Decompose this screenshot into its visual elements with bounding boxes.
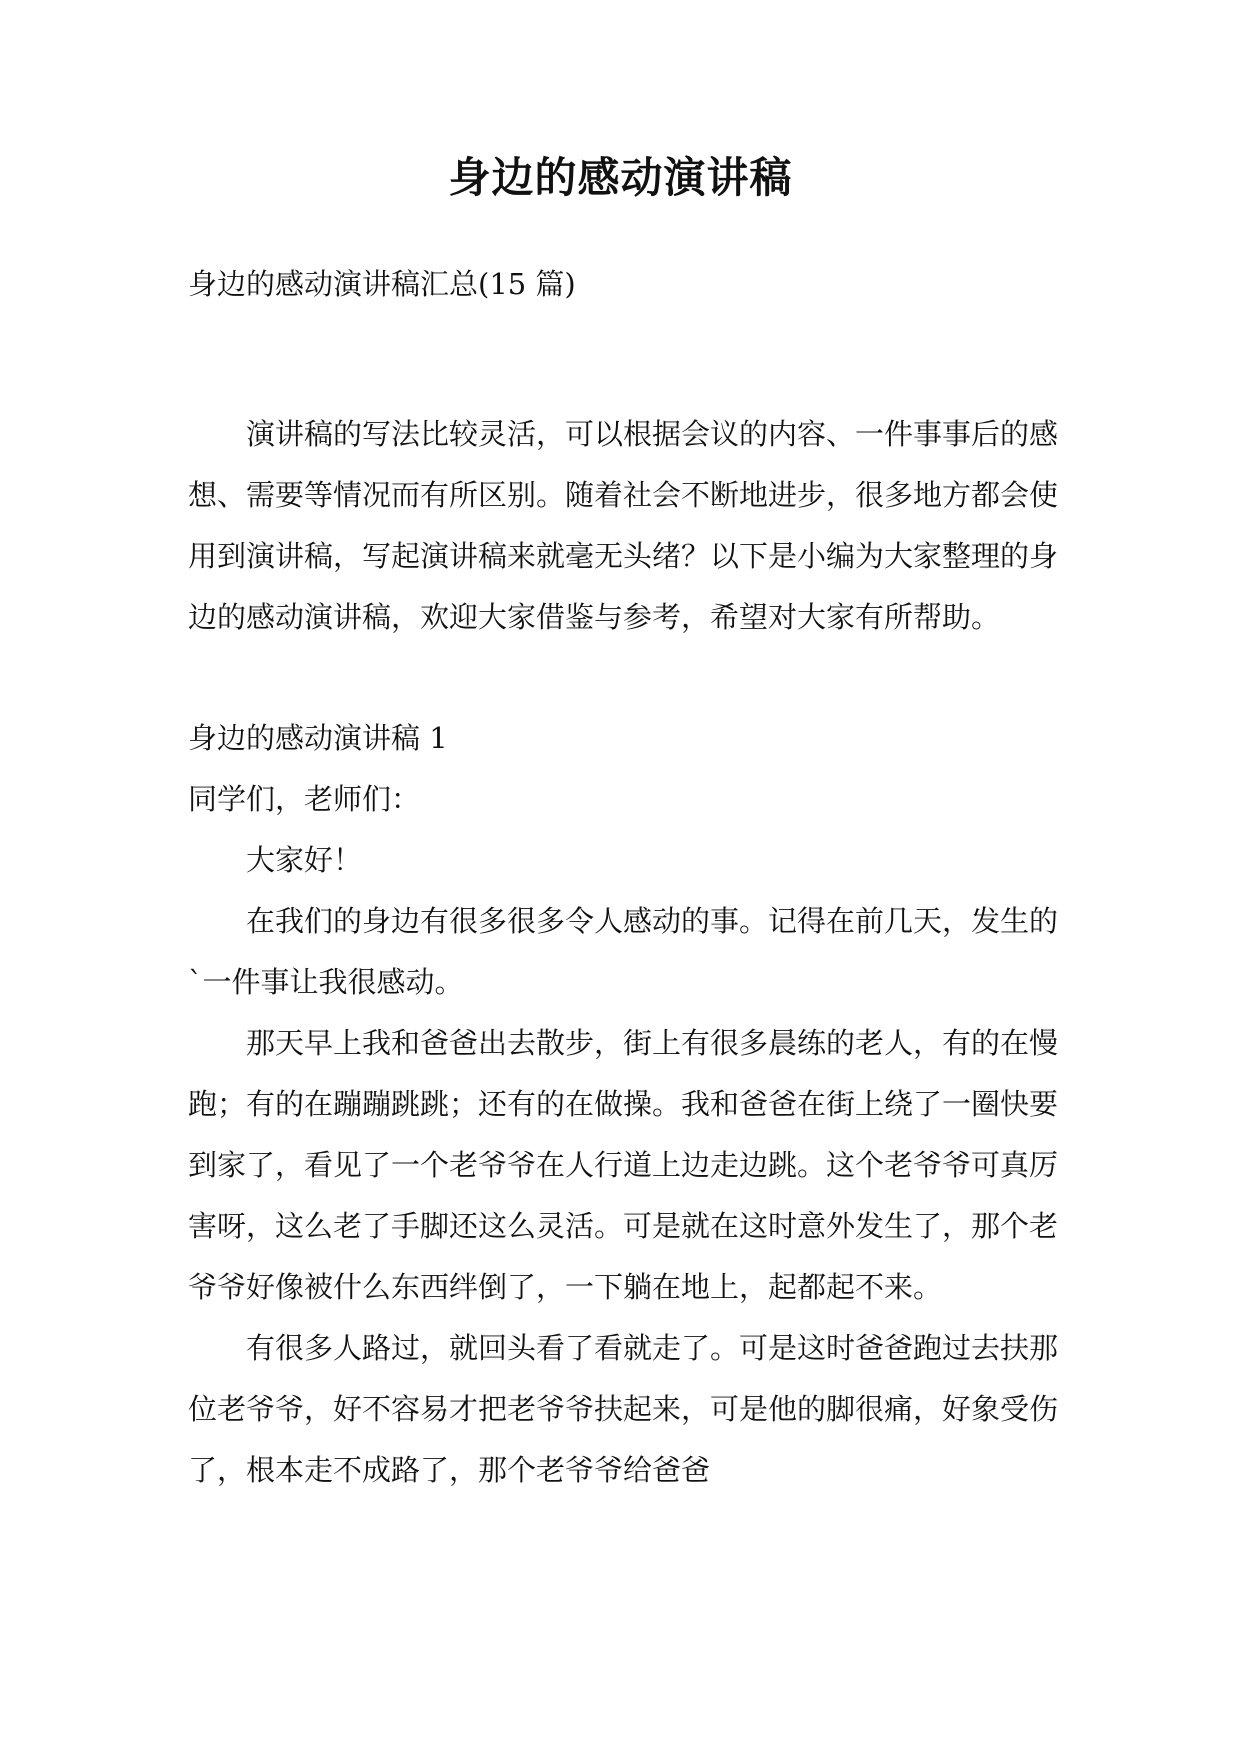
section-heading: 身边的感动演讲稿 1 (188, 721, 448, 755)
body-paragraph: 在我们的身边有很多很多令人感动的事。记得在前几天，发生的`一件事让我很感动。 (188, 904, 1059, 999)
body-paragraph: 有很多人路过，就回头看了看就走了。可是这时爸爸跑过去扶那位老爷爷，好不容易才把老爷爷扶起来，可是他的脚很痛，好象受伤了，根本走不成路了，那个老爷爷给爸爸 (188, 1331, 1059, 1487)
document-title: 身边的感动演讲稿 (448, 153, 793, 202)
document-subtitle: 身边的感动演讲稿汇总(15 篇) (188, 267, 576, 301)
document-body (188, 404, 1058, 1501)
body-paragraph: 那天早上我和爸爸出去散步，街上有很多晨练的老人，有的在慢跑；有的在蹦蹦跳跳；还有的在做操。我和爸爸在街上绕了一圈快要到家了，看见了一个老爷爷在人行道上边走边跳。这个老爷爷可真厉害呀，这么老了手脚还这么灵活。可是就在这时意外发生了，那个老爷爷好像被什么东西绊倒了，一下躺在地上，起都起不来。 (188, 1026, 1059, 1304)
salutation: 同学们，老师们： (188, 782, 421, 816)
greeting: 大家好！ (246, 843, 363, 877)
intro-paragraph: 演讲稿的写法比较灵活，可以根据会议的内容、一件事事后的感想、需要等情况而有所区别。随着社会不断地进步，很多地方都会使用到演讲稿，写起演讲稿来就毫无头绪？以下是小编为大家整理的身边的感动演讲稿，欢迎大家借鉴与参考，希望对大家有所帮助。 (188, 417, 1059, 634)
section-spacer (188, 648, 1058, 708)
